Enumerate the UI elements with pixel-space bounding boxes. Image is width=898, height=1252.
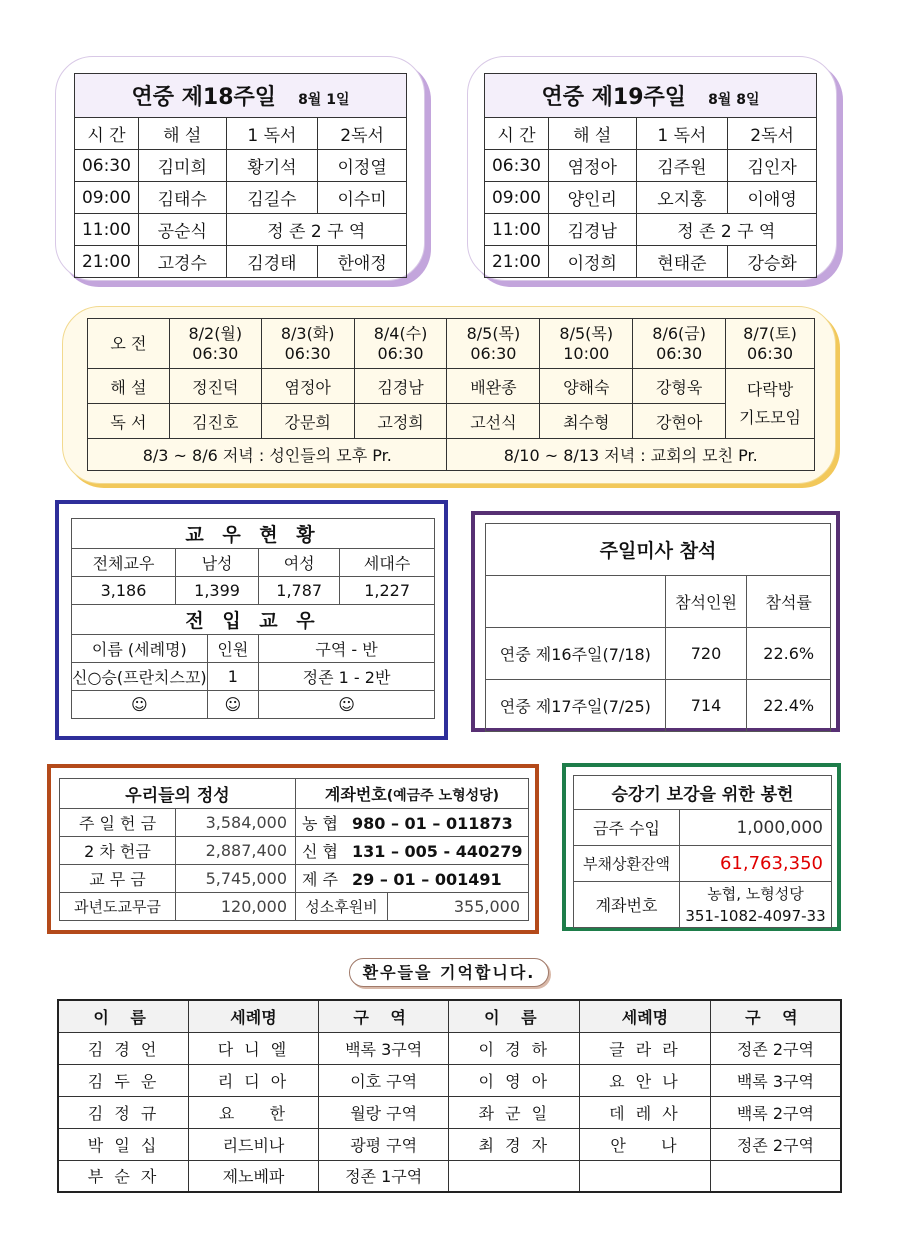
prayer-note-2: 8/10 ~ 8/13 저녁 : 교회의 모친 Pr.: [447, 439, 815, 471]
elevator-title: 승강기 보강을 위한 봉헌: [574, 776, 832, 810]
table-row: [72, 663, 435, 691]
saturday-note: 다락방 기도모임: [726, 369, 815, 439]
cell: 김 정 규: [58, 1096, 189, 1128]
cell: 요 안 나: [580, 1064, 711, 1096]
offerings-frame: [47, 764, 539, 934]
account-title: 계좌번호(예금주 노형성당): [296, 779, 529, 809]
cell: 2,887,400: [176, 837, 296, 865]
cell: 06:30: [75, 150, 139, 182]
header-district: 구 역: [318, 1000, 449, 1032]
parishioner-table: [71, 518, 435, 719]
weekday-table: [87, 318, 815, 471]
cell: 김 경 언: [58, 1032, 189, 1064]
table-row: [574, 882, 832, 928]
cell: 부채상환잔액: [574, 846, 680, 882]
cell: 연중 제16주일(7/18): [486, 628, 666, 680]
cell: 양인리: [548, 182, 636, 214]
cell: 과년도교무금: [60, 893, 176, 921]
table-row: [88, 369, 815, 404]
account-row: 신 협 131 – 005 - 440279: [296, 837, 529, 865]
cell: 다 니 엘: [189, 1032, 319, 1064]
cell: 금주 수입: [574, 810, 680, 846]
header-commentary: 해 설: [138, 118, 226, 150]
header-total: 전체교우: [72, 549, 176, 577]
header-reading1: 1 독서: [226, 118, 318, 150]
table-row: [574, 810, 832, 846]
cell: 백록 3구역: [318, 1032, 449, 1064]
cell: 2 차 헌금: [60, 837, 176, 865]
cell: 정진덕: [169, 369, 261, 404]
table-row: [72, 691, 435, 719]
table-row: [574, 846, 832, 882]
header-time: 시 간: [485, 118, 549, 150]
header-female: 여성: [259, 549, 340, 577]
cell: 최 경 자: [449, 1128, 580, 1160]
table-row: [485, 214, 817, 246]
attendance-table: [485, 523, 831, 732]
account-row: 제 주 29 – 01 – 001491: [296, 865, 529, 893]
cell: 355,000: [388, 893, 529, 921]
cell: 강현아: [633, 404, 726, 439]
attendance-frame: [471, 511, 840, 732]
cell: 박 일 십: [58, 1128, 189, 1160]
day-cell: 8/5(목) 10:00: [540, 319, 633, 369]
cell: 신○승(프란치스꼬): [72, 663, 208, 691]
table-row: [88, 439, 815, 471]
table-row: [60, 865, 529, 893]
cell: 염정아: [261, 369, 354, 404]
cell: 현태준: [636, 246, 728, 278]
cell: 22.6%: [747, 628, 831, 680]
cell: 1,227: [340, 577, 435, 605]
cell: 이 영 아: [449, 1064, 580, 1096]
cell: 정존 2구역: [710, 1128, 841, 1160]
header-baptism: 세례명: [189, 1000, 319, 1032]
cell: 글 라 라: [580, 1032, 711, 1064]
attendance-title: 주일미사 참석: [486, 524, 831, 576]
cell: 황기석: [226, 150, 318, 182]
header-district: 구 역: [710, 1000, 841, 1032]
account-row: 농 협 980 – 01 – 011873: [296, 809, 529, 837]
cell: 요 한: [189, 1096, 319, 1128]
mass18-title: 연중 제18주일 8월 1일: [75, 74, 407, 118]
header-reading2: 2독서: [318, 118, 407, 150]
cell: 최수형: [540, 404, 633, 439]
cell: 정존 1 - 2반: [259, 663, 435, 691]
sick-title: 환우들을 기억합니다.: [349, 958, 549, 987]
mass18-table: [74, 73, 407, 278]
smiley-icon: ☺: [259, 691, 435, 719]
elevator-frame: [562, 763, 841, 931]
cell: 09:00: [75, 182, 139, 214]
account-cell: 농협, 노형성당 351-1082-4097-33: [680, 882, 832, 928]
table-row: [58, 1032, 841, 1064]
cell: 1: [207, 663, 258, 691]
blank-cell: [486, 576, 666, 628]
day-cell: 8/4(수) 06:30: [354, 319, 447, 369]
cell: 21:00: [485, 246, 549, 278]
header-households: 세대수: [340, 549, 435, 577]
cell: 공순식: [138, 214, 226, 246]
table-row: [58, 1000, 841, 1032]
cell: 제노베파: [189, 1160, 319, 1192]
cell: 1,000,000: [680, 810, 832, 846]
parishioner-title: 교 우 현 황: [72, 519, 435, 549]
cell: 11:00: [75, 214, 139, 246]
header-count: 인원: [207, 635, 258, 663]
day-cell: 8/2(월) 06:30: [169, 319, 261, 369]
prayer-note-1: 8/3 ~ 8/6 저녁 : 성인들의 모후 Pr.: [88, 439, 447, 471]
cell: 성소후원비: [296, 893, 388, 921]
cell: 김태수: [138, 182, 226, 214]
cell: 720: [665, 628, 747, 680]
cell: 교 무 금: [60, 865, 176, 893]
label-am: 오 전: [88, 319, 170, 369]
header-reading2: 2독서: [728, 118, 817, 150]
cell: 이호 구역: [318, 1064, 449, 1096]
table-row: [486, 628, 831, 680]
cell: [449, 1160, 580, 1192]
table-row: [88, 319, 815, 369]
cell: 120,000: [176, 893, 296, 921]
header-name: 이 름: [58, 1000, 189, 1032]
cell: [580, 1160, 711, 1192]
cell: 염정아: [548, 150, 636, 182]
cell: 주 일 헌 금: [60, 809, 176, 837]
table-row: [486, 576, 831, 628]
offerings-title: 우리들의 정성: [60, 779, 296, 809]
cell: 고정희: [354, 404, 447, 439]
table-row: [72, 577, 435, 605]
cell: 부 순 자: [58, 1160, 189, 1192]
day-cell: 8/3(화) 06:30: [261, 319, 354, 369]
cell: 고선식: [447, 404, 540, 439]
cell: 김미희: [138, 150, 226, 182]
cell: 광평 구역: [318, 1128, 449, 1160]
cell: 김인자: [728, 150, 817, 182]
header-name: 이름 (세례명): [72, 635, 208, 663]
cell: 정존 2구역: [710, 1032, 841, 1064]
cell: 3,186: [72, 577, 176, 605]
cell: 한애정: [318, 246, 407, 278]
cell: 5,745,000: [176, 865, 296, 893]
header-male: 남성: [176, 549, 259, 577]
cell: 김 두 운: [58, 1064, 189, 1096]
header-name: 이 름: [449, 1000, 580, 1032]
table-row: [58, 1128, 841, 1160]
day-cell: 8/7(토) 06:30: [726, 319, 815, 369]
cell: 배완종: [447, 369, 540, 404]
cell: 고경수: [138, 246, 226, 278]
cell: 김주원: [636, 150, 728, 182]
cell: 연중 제17주일(7/25): [486, 680, 666, 732]
cell: 안 나: [580, 1128, 711, 1160]
mass19-title: 연중 제19주일 8월 8일: [485, 74, 817, 118]
cell: 강형욱: [633, 369, 726, 404]
table-row: [58, 1160, 841, 1192]
cell: 김경남: [354, 369, 447, 404]
cell: 06:30: [485, 150, 549, 182]
cell: 김경태: [226, 246, 318, 278]
debt-balance: 61,763,350: [680, 846, 832, 882]
mass19-table: [484, 73, 817, 278]
cell: 714: [665, 680, 747, 732]
cell: 1,787: [259, 577, 340, 605]
cell: 백록 3구역: [710, 1064, 841, 1096]
header-baptism: 세례명: [580, 1000, 711, 1032]
table-row: [75, 182, 407, 214]
cell: 이정열: [318, 150, 407, 182]
cell: 이정희: [548, 246, 636, 278]
elevator-table: [573, 775, 832, 928]
cell: 이수미: [318, 182, 407, 214]
cell: 정 존 2 구 역: [226, 214, 406, 246]
cell: 김경남: [548, 214, 636, 246]
sick-table: [57, 999, 842, 1193]
table-row: [485, 150, 817, 182]
cell: 09:00: [485, 182, 549, 214]
table-row: [60, 779, 529, 809]
cell: 백록 2구역: [710, 1096, 841, 1128]
header-reading1: 1 독서: [636, 118, 728, 150]
label-reading: 독 서: [88, 404, 170, 439]
cell: 22.4%: [747, 680, 831, 732]
cell: 21:00: [75, 246, 139, 278]
table-row: [485, 246, 817, 278]
table-row: [486, 680, 831, 732]
day-cell: 8/6(금) 06:30: [633, 319, 726, 369]
day-cell: 8/5(목) 06:30: [447, 319, 540, 369]
cell: 이 경 하: [449, 1032, 580, 1064]
parishioner-frame: [55, 500, 448, 740]
header-time: 시 간: [75, 118, 139, 150]
cell: 이애영: [728, 182, 817, 214]
cell: 월랑 구역: [318, 1096, 449, 1128]
table-row: [72, 635, 435, 663]
cell: 김길수: [226, 182, 318, 214]
cell: 1,399: [176, 577, 259, 605]
cell: 양해숙: [540, 369, 633, 404]
table-row: [72, 549, 435, 577]
table-row: [88, 404, 815, 439]
table-row: [58, 1064, 841, 1096]
cell: 계좌번호: [574, 882, 680, 928]
table-row: [60, 809, 529, 837]
table-row: [485, 182, 817, 214]
table-row: [60, 893, 529, 921]
table-row: [60, 837, 529, 865]
cell: 좌 군 일: [449, 1096, 580, 1128]
offerings-table: [59, 778, 529, 921]
cell: 리 디 아: [189, 1064, 319, 1096]
cell: 리드비나: [189, 1128, 319, 1160]
header-district: 구역 - 반: [259, 635, 435, 663]
cell: 11:00: [485, 214, 549, 246]
cell: 오지홍: [636, 182, 728, 214]
cell: 강문희: [261, 404, 354, 439]
table-row: [75, 150, 407, 182]
label-commentary: 해 설: [88, 369, 170, 404]
cell: 정존 1구역: [318, 1160, 449, 1192]
cell: 김진호: [169, 404, 261, 439]
table-row: [58, 1096, 841, 1128]
cell: [710, 1160, 841, 1192]
smiley-icon: ☺: [72, 691, 208, 719]
table-row: [75, 246, 407, 278]
table-row: [75, 214, 407, 246]
cell: 강승화: [728, 246, 817, 278]
cell: 데 레 사: [580, 1096, 711, 1128]
newcomers-title: 전 입 교 우: [72, 605, 435, 635]
header-commentary: 해 설: [548, 118, 636, 150]
cell: 3,584,000: [176, 809, 296, 837]
cell: 정 존 2 구 역: [636, 214, 816, 246]
header-rate: 참석률: [747, 576, 831, 628]
smiley-icon: ☺: [207, 691, 258, 719]
header-count: 참석인원: [665, 576, 747, 628]
